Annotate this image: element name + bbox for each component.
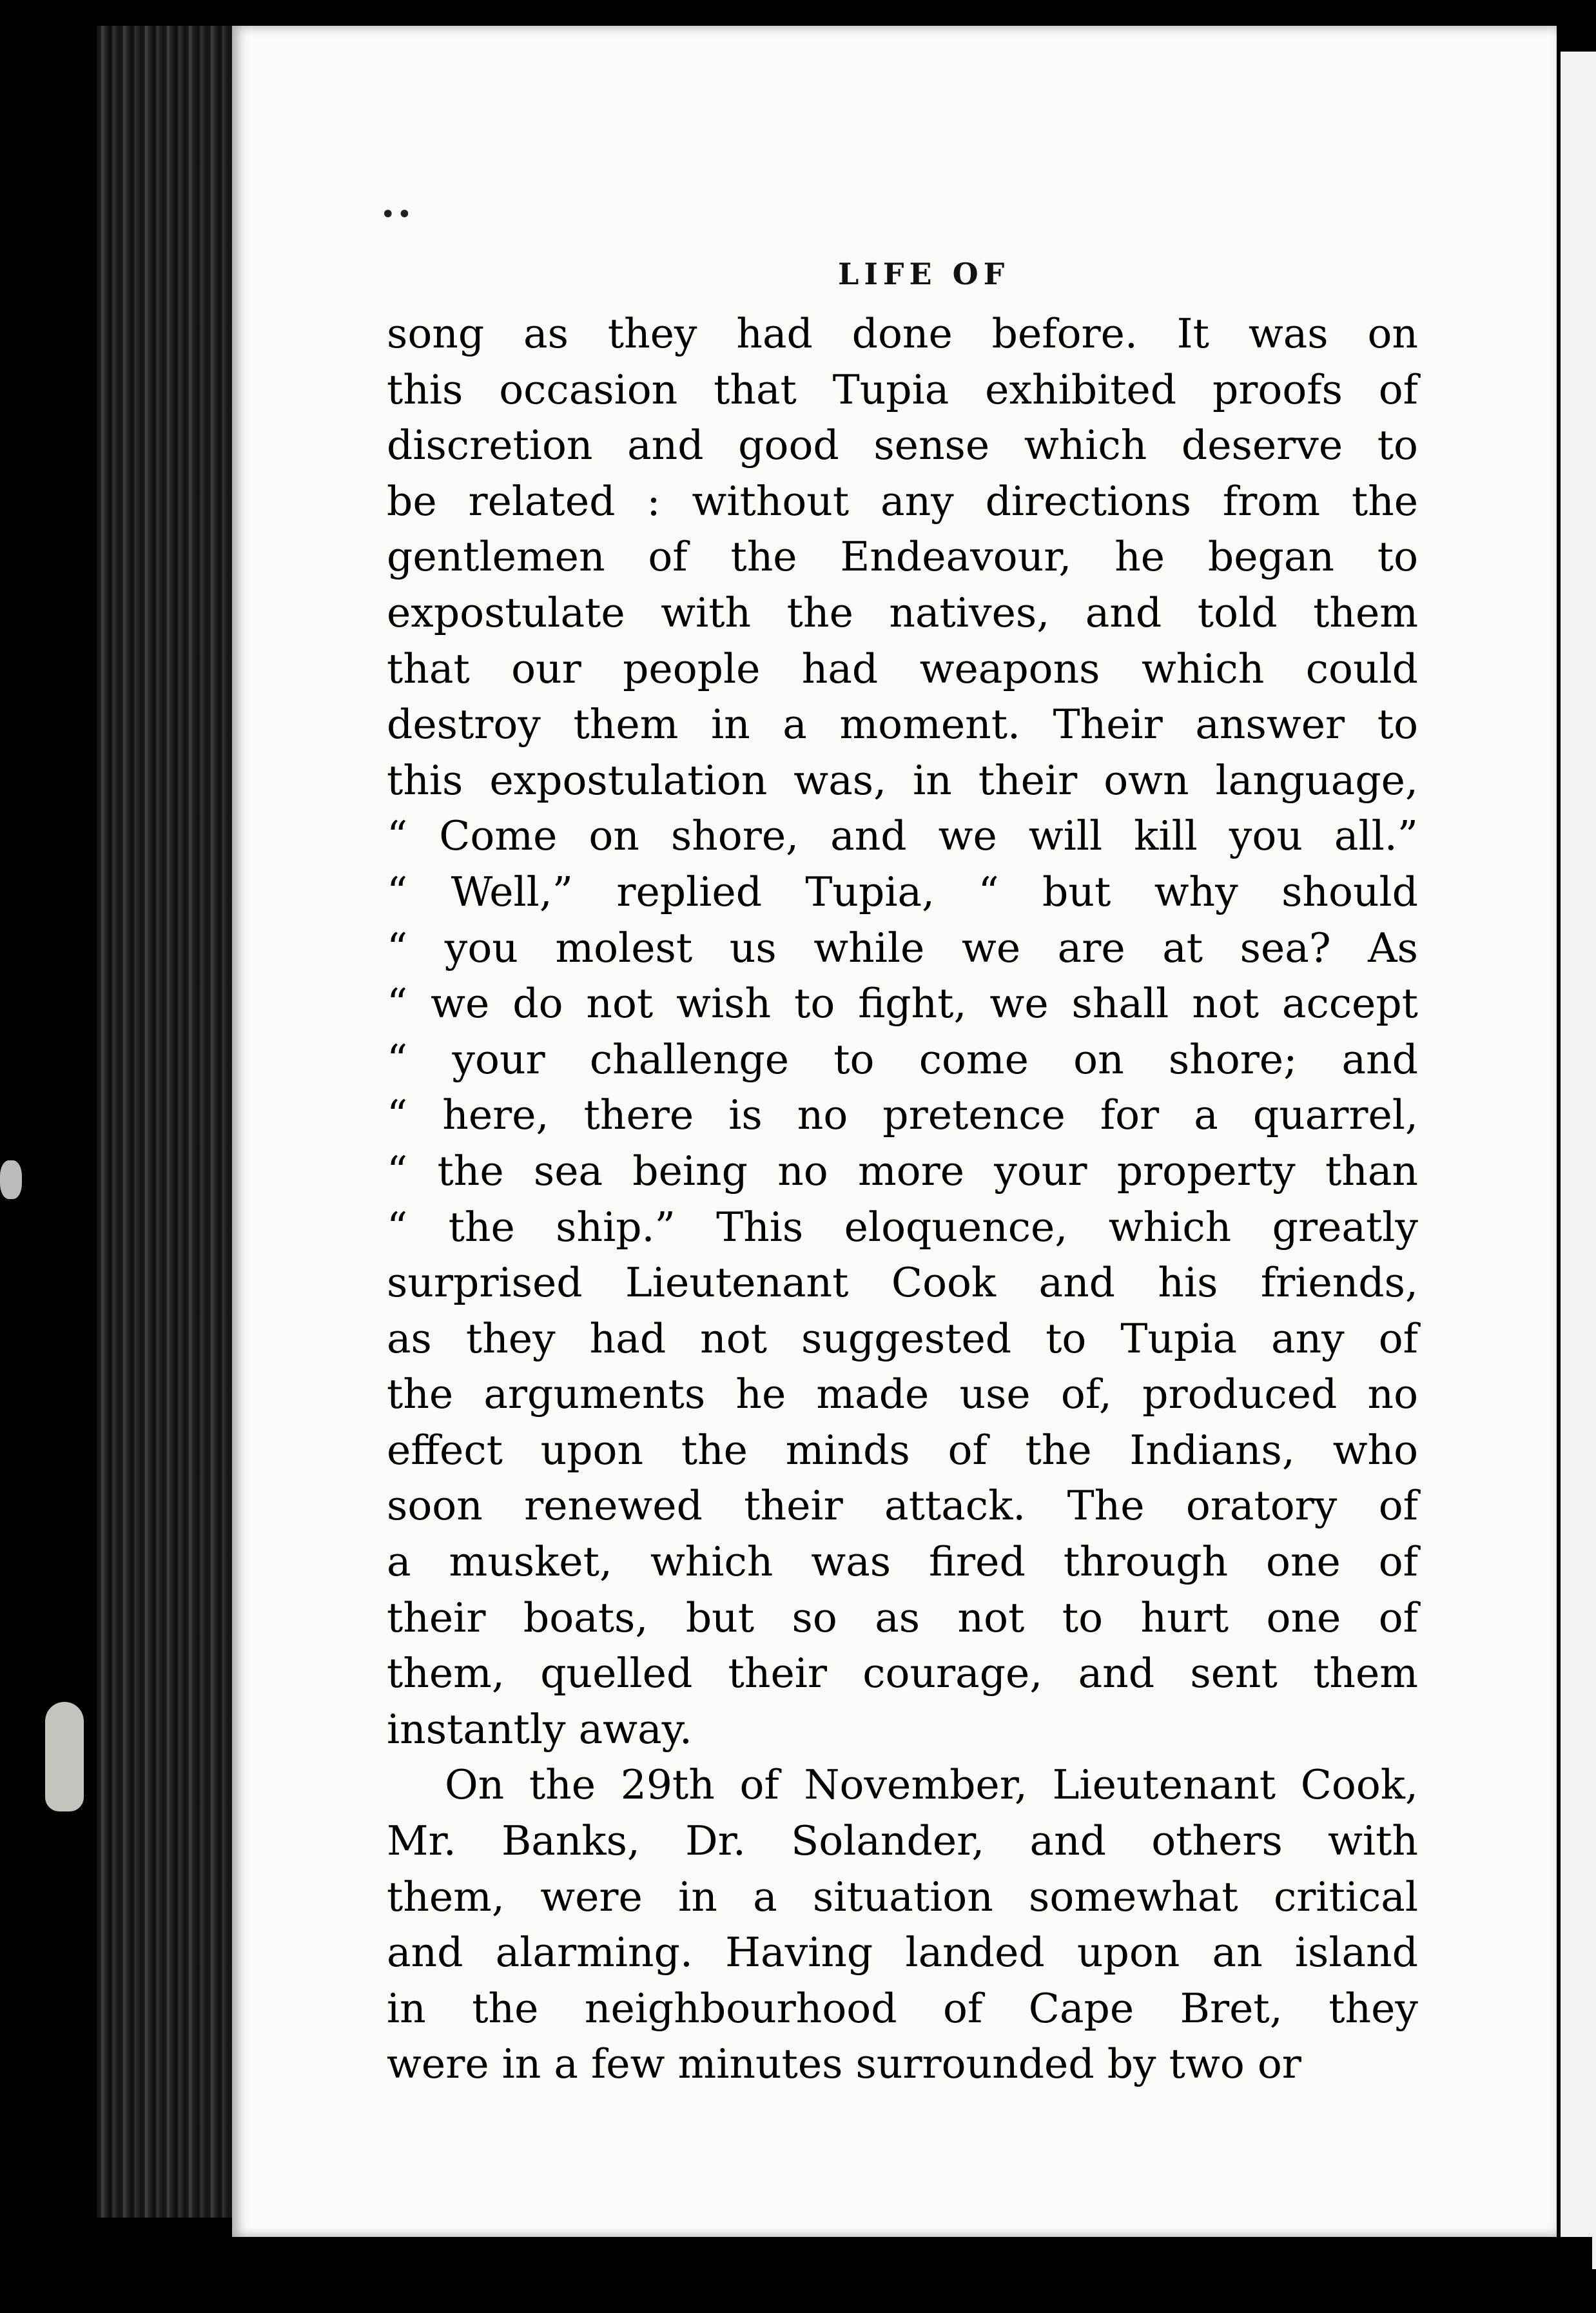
binding-clip	[45, 1702, 84, 1811]
text-line: expostulate with the natives, and told them	[387, 589, 1418, 636]
text-line: instantly away.	[387, 1705, 692, 1753]
text-line: “ the ship.” This eloquence, which greatly	[387, 1203, 1418, 1251]
text-line: gentlemen of the Endeavour, he began to	[387, 533, 1418, 581]
text-line: as they had not suggested to Tupia any of	[387, 1314, 1418, 1362]
text-line: discretion and good sense which deserve to	[387, 422, 1418, 469]
text-line: effect upon the minds of the Indians, who	[387, 1426, 1418, 1474]
text-line: “ you molest us while we are at sea? As	[387, 924, 1418, 971]
running-head: LIFE OF	[838, 257, 1010, 291]
text-line: destroy them in a moment. Their answer to	[387, 701, 1418, 748]
text-line: “ here, there is no pretence for a quarrel,	[387, 1091, 1418, 1139]
text-line: a musket, which was fired through one of	[387, 1538, 1418, 1586]
text-line: that our people had weapons which could	[387, 645, 1418, 692]
text-line: their boats, but so as not to hurt one of	[387, 1594, 1418, 1641]
scan-edge-mark	[0, 1160, 22, 1199]
text-line: the arguments he made use of, produced no	[387, 1371, 1418, 1418]
body-text	[387, 306, 1418, 2093]
text-line: surprised Lieutenant Cook and his friends,	[387, 1259, 1418, 1307]
text-line: “ your challenge to come on shore; and	[387, 1035, 1418, 1083]
text-line: “ the sea being no more your property than	[387, 1147, 1418, 1195]
page-bottom-shadow	[193, 2237, 1592, 2313]
text-line: “ Well,” replied Tupia, “ but why should	[387, 868, 1418, 915]
text-line: them, quelled their courage, and sent them	[387, 1650, 1418, 1697]
text-line: “ Come on shore, and we will kill you all.”	[387, 812, 1418, 860]
text-line: this occasion that Tupia exhibited proofs of	[387, 366, 1418, 413]
text-line: song as they had done before. It was on	[387, 310, 1418, 357]
text-line: this expostulation was, in their own language,	[387, 756, 1418, 804]
text-line: in the neighbourhood of Cape Bret, they	[387, 1984, 1418, 2032]
text-line: “ we do not wish to fight, we shall not accept	[387, 980, 1418, 1028]
text-line: On the 29th of November, Lieutenant Cook,	[445, 1761, 1418, 1809]
text-line: and alarming. Having landed upon an island	[387, 1929, 1418, 1976]
page-edge	[1557, 52, 1596, 2269]
text-line: Mr. Banks, Dr. Solander, and others with	[387, 1817, 1418, 1865]
text-line: were in a few minutes surrounded by two or	[387, 2040, 1301, 2088]
margin-mark: ••	[380, 200, 414, 229]
text-line: be related : without any directions from the	[387, 477, 1418, 525]
book-gutter	[97, 26, 245, 2218]
text-line: soon renewed their attack. The oratory of	[387, 1482, 1418, 1530]
text-line: them, were in a situation somewhat critical	[387, 1873, 1418, 1920]
